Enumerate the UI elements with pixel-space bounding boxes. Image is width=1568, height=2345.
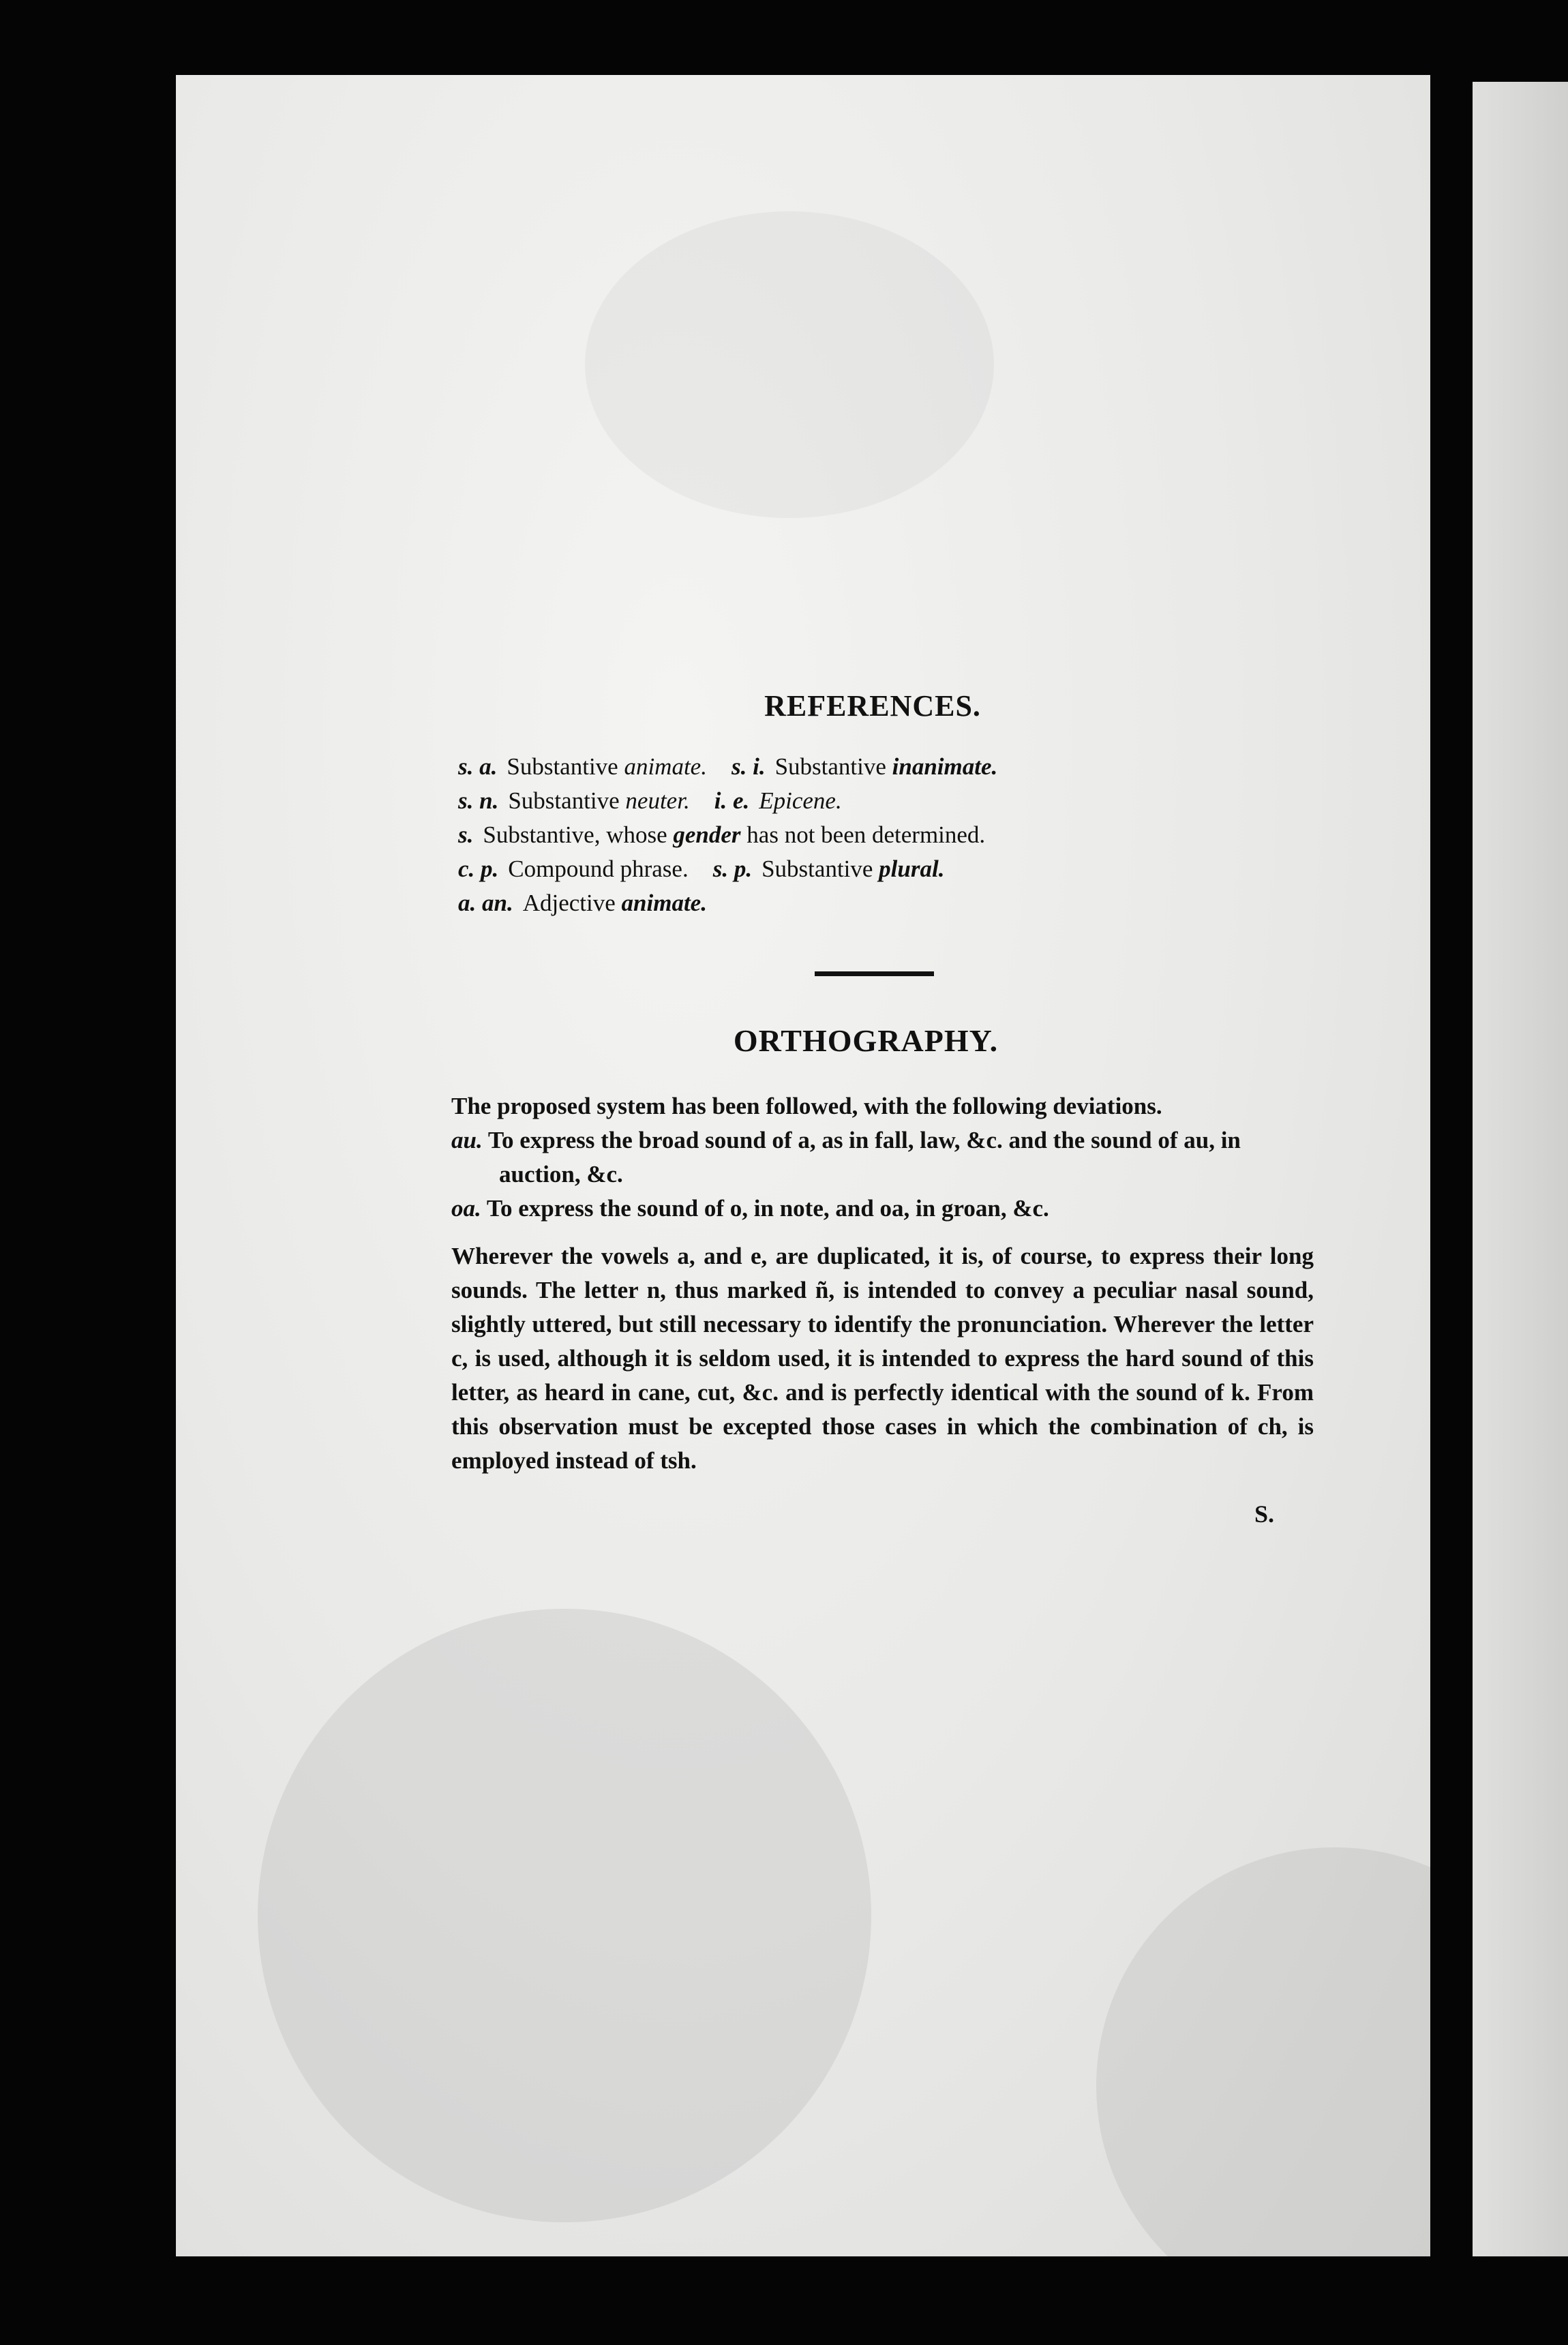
reference-row [458,784,997,818]
reference-text-tail: has not been determined. [740,821,986,848]
reference-text: Substantive [762,856,879,882]
water-stain [258,1609,871,2222]
reference-abbr: s. a. [458,753,498,780]
reference-text: Adjective [522,890,622,916]
reference-abbr: a. an. [458,890,513,916]
reference-row [458,818,997,852]
references-heading: REFERENCES. [764,689,981,723]
reference-emphasis: plural. [879,856,945,882]
reference-emphasis: animate. [621,890,707,916]
reference-text: Substantive [507,753,624,780]
facing-page-edge [1473,82,1568,2256]
reference-text: Substantive [508,787,626,814]
reference-emphasis: Epicene. [759,787,842,814]
orthography-body [451,1089,1314,1478]
reference-abbr: s. i. [731,753,766,780]
orthography-paragraph: Wherever the vowels a, and e, are duplicated, it is, of course, to express their long sounds. The letter n, thus marked ñ, is intended to convey a peculiar nasal sound, slightly uttered, but still necessary to identify the pronunciation. Wherever the letter c, is used, although it is seldom used, it is intended to express the hard sound of this letter, as heard in cane, cut, &c. and is perfectly identical with the sound of k. From this observation must be excepted those cases in which the combination of ch, is employed instead of tsh. [451,1243,1314,1474]
orthography-au-text: To express the broad sound of a, as in fall, law, &c. and the sound of au, in auction, &c. [487,1127,1241,1187]
reference-row [458,852,997,886]
orthography-intro: The proposed system has been followed, with the following deviations. [451,1093,1162,1119]
reference-row [458,750,997,784]
section-divider [815,971,934,976]
reference-row [458,886,997,920]
reference-abbr: s. n. [458,787,499,814]
water-stain [1096,1847,1430,2256]
reference-abbr: s. p. [712,856,753,882]
orthography-au-label: au. [451,1127,483,1153]
reference-abbr: s. [458,821,474,848]
orthography-heading: ORTHOGRAPHY. [733,1023,999,1058]
references-list [458,750,997,920]
reference-emphasis: animate. [624,753,707,780]
orthography-oa-text: To express the sound of o, in note, and oa, in groan, &c. [486,1195,1049,1222]
water-stain [585,211,994,518]
reference-emphasis: gender [673,821,741,848]
reference-text: Compound phrase. [508,856,689,882]
reference-text: Substantive, whose [483,821,674,848]
reference-abbr: c. p. [458,856,499,882]
orthography-oa-rule [451,1192,1314,1226]
reference-emphasis: neuter. [625,787,690,814]
reference-abbr: i. e. [714,787,750,814]
orthography-oa-label: oa. [451,1195,481,1222]
reference-emphasis: inanimate. [892,753,998,780]
signature: S. [1254,1500,1275,1528]
reference-text: Substantive [774,753,892,780]
orthography-au-rule [451,1123,1314,1192]
